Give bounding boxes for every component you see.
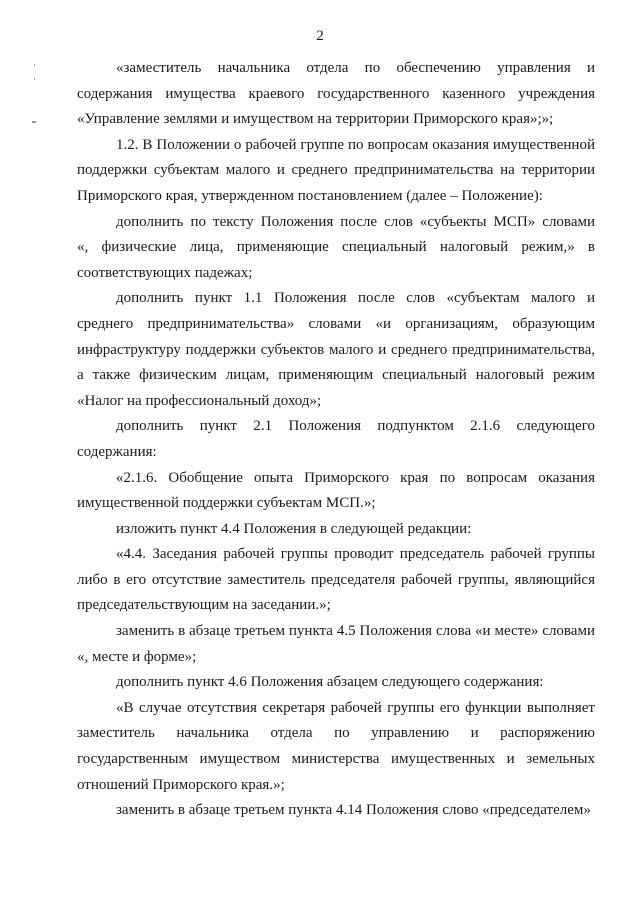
paragraph [77, 542, 595, 619]
text-line: поддержки субъектам малого и среднего предпринимательства на территории [77, 162, 595, 179]
document-body [77, 56, 595, 824]
paragraph [77, 414, 595, 465]
text-line: «Управление землями и имуществом на территории Приморского края»;»; [77, 111, 554, 128]
paragraph [77, 619, 595, 670]
text-line: дополнить пункт 1.1 Положения после слов «субъектам малого и [116, 290, 595, 307]
page-number: 2 [316, 28, 324, 44]
text-line: дополнить пункт 4.6 Положения абзацем следующего содержания: [116, 674, 544, 691]
paragraph [77, 286, 595, 414]
text-line: «, месте и форме»; [77, 648, 197, 665]
text-line: «4.4. Заседания рабочей группы проводит председатель рабочей группы [116, 546, 595, 563]
text-line: либо в его отсутствие заместитель председателя рабочей группы, являющийся [77, 571, 595, 588]
text-line: «заместитель начальника отдела по обеспечению управления и [116, 60, 595, 76]
text-line: дополнить по тексту Положения после слов «субъекты МСП» словами [116, 213, 595, 230]
text-line: «, физические лица, применяющие специальный налоговый режим,» в [77, 239, 595, 256]
scan-artifact [34, 78, 35, 80]
text-line: содержания: [77, 443, 157, 460]
paragraph [77, 798, 595, 824]
paragraph [77, 517, 595, 543]
text-line: «Налог на профессиональный доход»; [77, 392, 322, 409]
text-line: «В случае отсутствия секретаря рабочей группы его функции выполняет [116, 699, 595, 716]
paragraph [77, 696, 595, 798]
text-line: соответствующих падежах; [77, 264, 253, 281]
scan-artifact [34, 64, 35, 66]
text-line: среднего предпринимательства» словами «и организациям, образующим [77, 315, 595, 332]
text-line: отношений Приморского края.»; [77, 776, 285, 793]
text-line: «2.1.6. Обобщение опыта Приморского края по вопросам оказания [116, 469, 595, 486]
text-line: изложить пункт 4.4 Положения в следующей редакции: [116, 520, 472, 537]
text-line: заместитель начальника отдела по управлению и распоряжению [77, 725, 595, 742]
paragraph [77, 210, 595, 287]
text-line: председательствующим на заседании.»; [77, 597, 331, 614]
text-line: 1.2. В Положении о рабочей группе по вопросам оказания имущественной [116, 136, 595, 153]
text-line: а также физическим лицам, применяющим специальный налоговый режим [77, 367, 595, 384]
text-line: имущественной поддержки субъектам МСП.»; [77, 495, 376, 512]
paragraph [77, 466, 595, 517]
paragraph [77, 670, 595, 696]
text-line: дополнить пункт 2.1 Положения подпунктом 2.1.6 следующего [116, 418, 595, 435]
paragraph [77, 133, 595, 210]
text-line: Приморского края, утвержденном постановлением (далее – Положение): [77, 187, 543, 204]
text-line: содержания имущества краевого государственного казенного учреждения [77, 85, 595, 102]
scan-artifact [32, 121, 36, 123]
text-line: государственным имуществом министерства имущественных и земельных [77, 751, 595, 768]
text-line: заменить в абзаце третьем пункта 4.14 Положения слово «председателем» [116, 802, 591, 819]
text-line: инфраструктуру поддержки субъектов малого и среднего предпринимательства, [77, 341, 595, 358]
paragraph [77, 56, 595, 133]
text-line: заменить в абзаце третьем пункта 4.5 Положения слова «и месте» словами [116, 623, 595, 640]
